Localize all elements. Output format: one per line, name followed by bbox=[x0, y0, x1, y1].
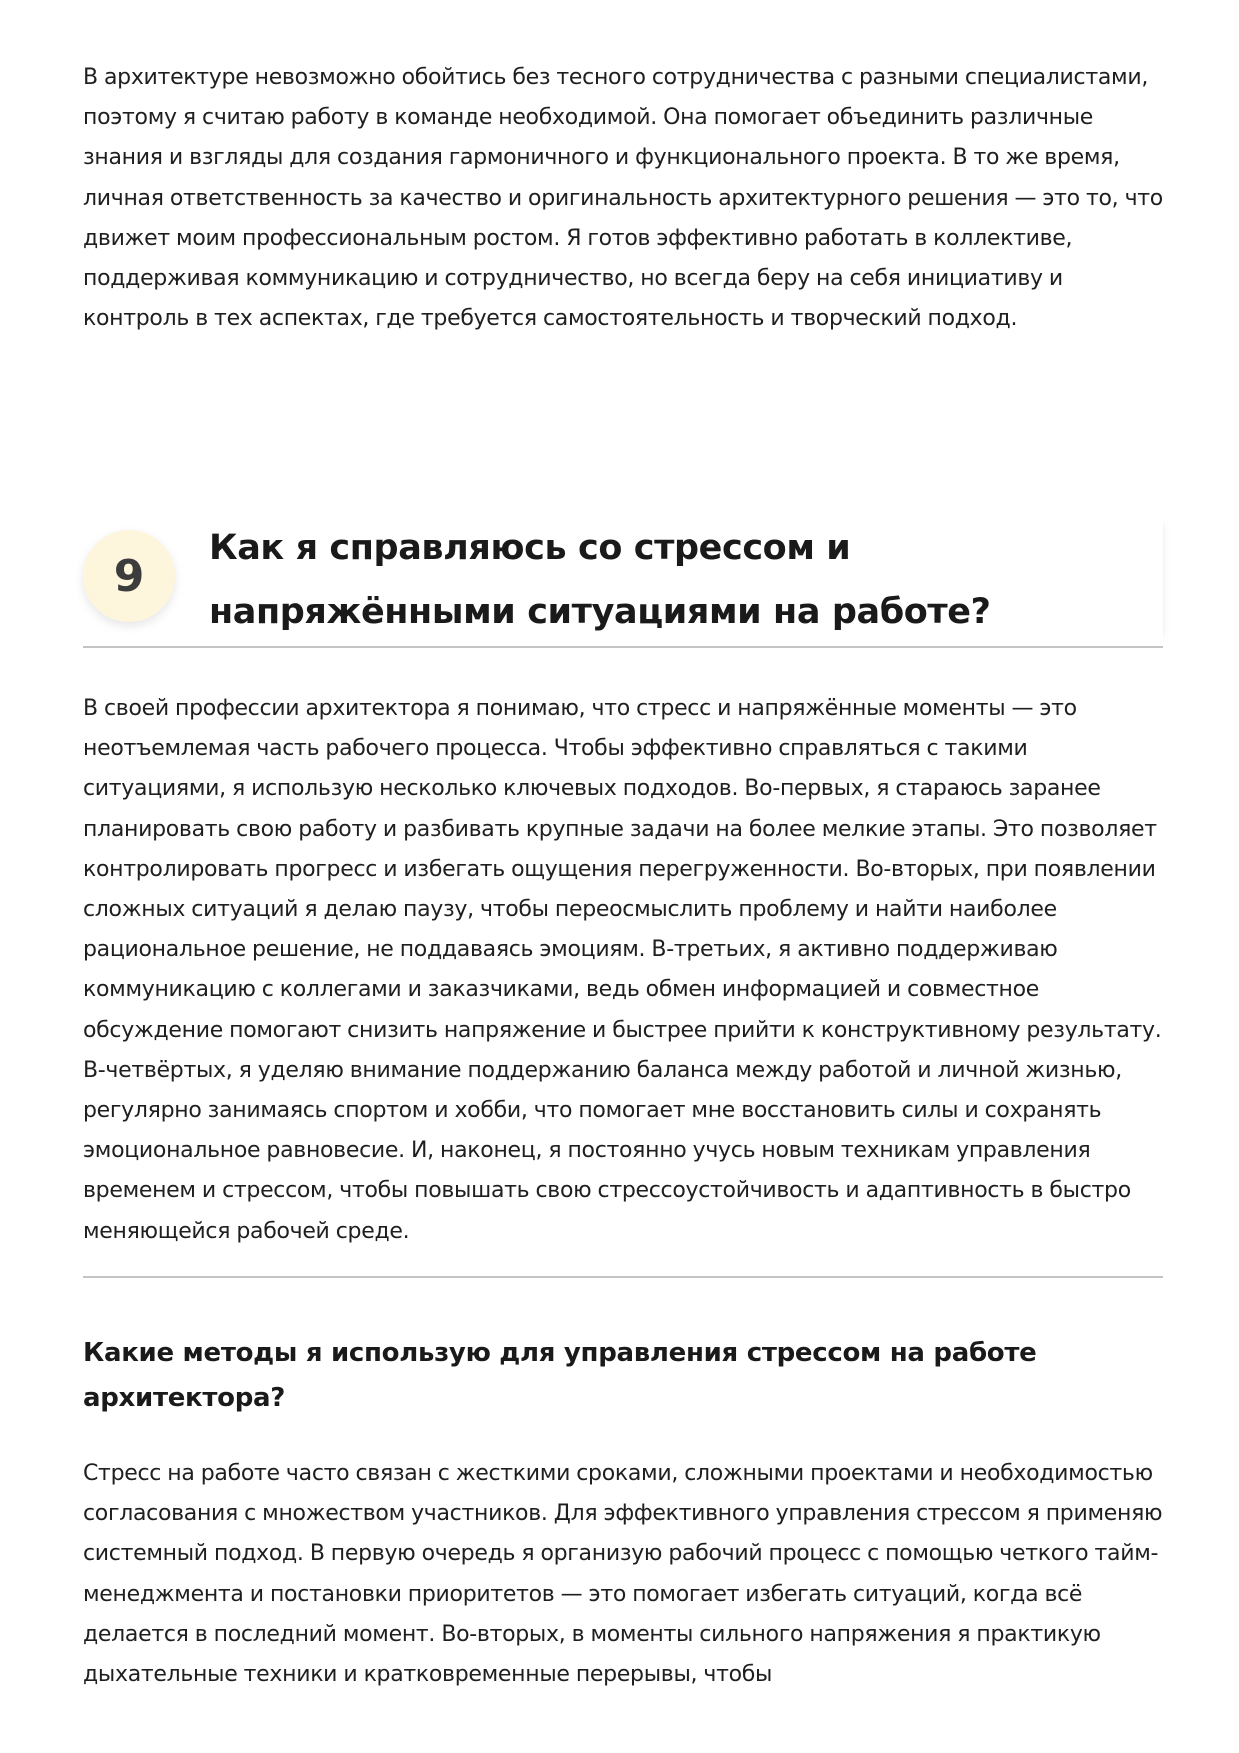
question-header bbox=[83, 516, 1163, 646]
question-number-badge: 9 bbox=[83, 530, 175, 622]
subsection-heading: Какие методы я использую для управления стрессом на работе архитектора? bbox=[83, 1338, 1037, 1413]
divider bbox=[83, 646, 1163, 648]
question-title: Как я справляюсь со стрессом и напряжёнными ситуациями на работе? bbox=[209, 528, 991, 632]
answer-paragraph: В своей профессии архитектора я понимаю, что стресс и напряжённые моменты — это неотъемлемая часть рабочего процесса. Чтобы эффективно справляться с такими ситуациями, я использую несколько ключевых подходов. Во-первых, я стараюсь заранее планировать свою работу и разбивать крупные задачи на более мелкие этапы. Это позволяет контролировать прогресс и избегать ощущения перегруженности. Во-вторых, при появлении сложных ситуаций я делаю паузу, чтобы переосмыслить проблему и найти наиболее рациональное решение, не поддаваясь эмоциям. В-третьих, я активно поддерживаю коммуникацию с коллегами и заказчиками, ведь обмен информацией и совместное обсуждение помогают снизить напряжение и быстрее прийти к конструктивному результату. В-четвёртых, я уделяю внимание поддержанию баланса между работой и личной жизнью, регулярно занимаясь спортом и хобби, что помогает мне восстановить силы и сохранять эмоциональное равновесие. И, наконец, я постоянно учусь новым техникам управления временем и стрессом, чтобы повышать свою стрессоустойчивость и адаптивность в быстро меняющейся рабочей среде. bbox=[83, 696, 1162, 1244]
subsection-paragraph: Стресс на работе часто связан с жесткими сроками, сложными проектами и необходимостью согласования с множеством участников. Для эффективного управления стрессом я применяю системный подход. В первую очередь я организую рабочий процесс с помощью четкого тайм-менеджмента и постановки приоритетов — это помогает избегать ситуаций, когда всё делается в последний момент. Во-вторых, в моменты сильного напряжения я практикую дыхательные техники и кратковременные перерывы, чтобы bbox=[83, 1461, 1163, 1688]
intro-paragraph: В архитектуре невозможно обойтись без тесного сотрудничества с разными специалистами, поэтому я считаю работу в команде необходимой. Она помогает объединить различные знания и взгляды для создания гармоничного и функционального проекта. В то же время, личная ответственность за качество и оригинальность архитектурного решения — это то, что движет моим профессиональным ростом. Я готов эффективно работать в коллективе, поддерживая коммуникацию и сотрудничество, но всегда беру на себя инициативу и контроль в тех аспектах, где требуется самостоятельность и творческий подход. bbox=[83, 65, 1163, 332]
divider bbox=[83, 1276, 1163, 1278]
question-title-box bbox=[209, 516, 1163, 644]
